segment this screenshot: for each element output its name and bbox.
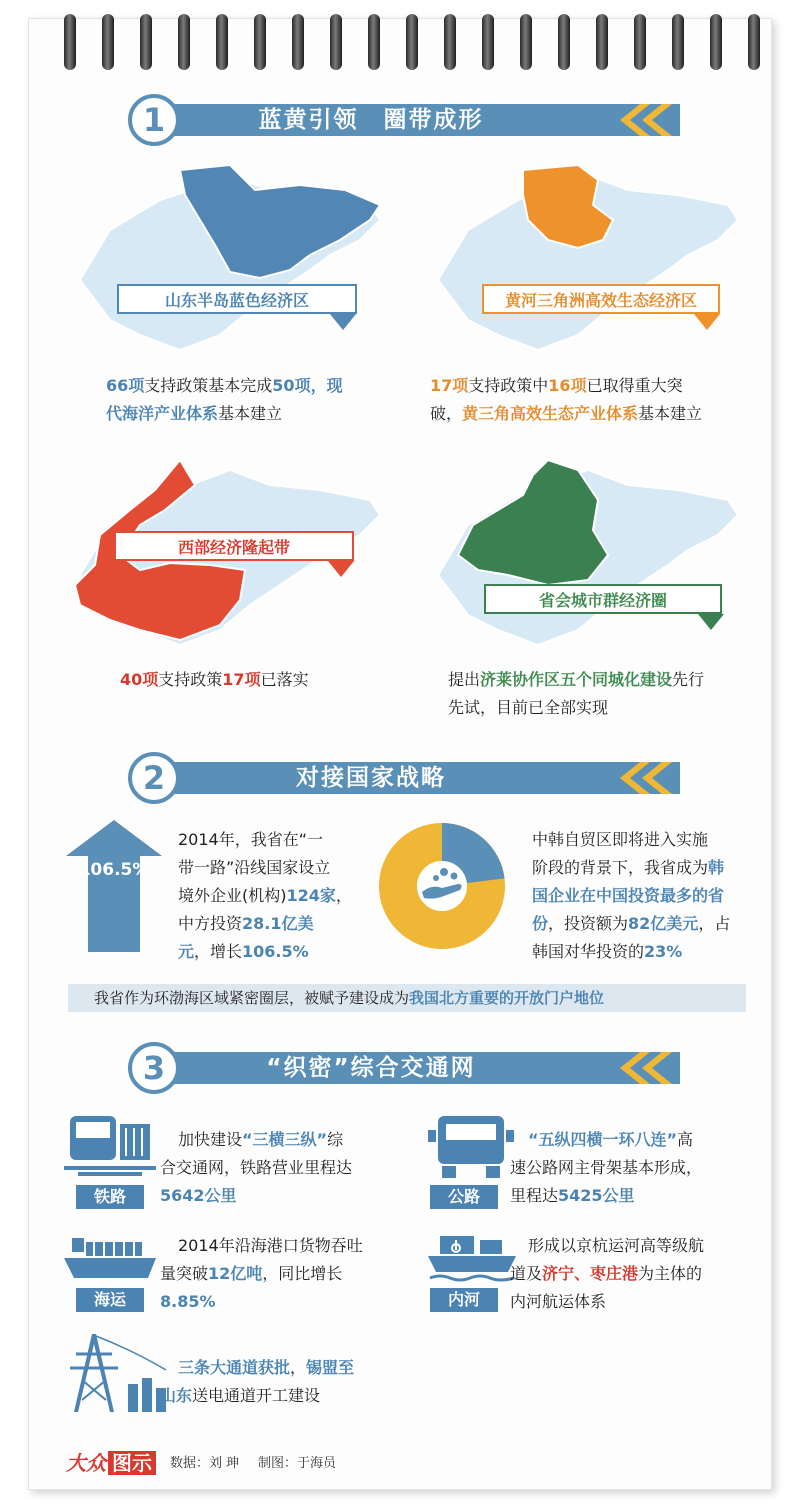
label-pointer: [330, 314, 356, 330]
overseas-investment-text: 2014年，我省在“一 带一路”沿线国家设立 境外企业(机构)124家， 中方投资28.1亿美 元，增长106.5%: [178, 830, 352, 961]
growth-value: 106.5%: [78, 860, 150, 880]
power-channel-text: 三条大通道获批，锡盟至 山东送电通道开工建设: [160, 1358, 355, 1405]
truck-icon: [428, 1114, 514, 1180]
chevron-left-icon: [616, 1052, 676, 1084]
label-pointer: [694, 314, 720, 330]
design-credit: 制图：于海员: [258, 1456, 337, 1471]
section-number: 1: [128, 94, 180, 146]
map-label-orange: 黄河三角洲高效生态经济区: [482, 284, 720, 314]
section-2-header: [128, 758, 680, 798]
transport-label-shipping: 海运: [76, 1288, 144, 1312]
cargo-ship-icon: [64, 1232, 156, 1284]
map-desc-orange: 17项支持政策中16项已取得重大突 破，黄三角高效生态产业体系基本建立: [430, 376, 703, 423]
section-title: “织密”综合交通网: [266, 1055, 476, 1081]
road-text: “五纵四横一环八连”高 速公路网主骨架基本形成， 里程达5425公里: [510, 1130, 703, 1205]
section-3-header: [128, 1048, 680, 1088]
gateway-strip: 我省作为环渤海区域紧密圈层，被赋予建设成为我国北方重要的开放门户地位: [68, 984, 746, 1012]
map-label-blue: 山东半岛蓝色经济区: [117, 284, 357, 314]
river-boat-icon: [426, 1232, 518, 1286]
label-pointer: [698, 614, 724, 630]
dazhong-tushi-logo: 大众 图示: [66, 1450, 156, 1476]
map-desc-red: 40项支持政策17项已落实: [120, 670, 309, 689]
section-title: 蓝黄引领 圈带成形: [258, 107, 484, 133]
map-desc-green: 提出济莱协作区五个同城化建设先行 先试，目前已全部实现: [448, 670, 705, 717]
power-tower-icon: [62, 1330, 172, 1416]
data-credit: 数据：刘 珅: [170, 1456, 240, 1471]
shandong-map-blue-economic-zone: [70, 160, 390, 360]
train-icon: [64, 1112, 156, 1180]
korea-investment-text: 中韩自贸区即将进入实施 阶段的背景下，我省成为韩 国企业在中国投资最多的省 份，投资额为82亿美元，占 韩国对华投资的23%: [532, 830, 731, 961]
section-title: 对接国家战略: [296, 765, 446, 791]
railway-text: 加快建设“三横三纵”综 合交通网，铁路营业里程达 5642公里: [160, 1130, 353, 1205]
transport-label-railway: 铁路: [76, 1185, 144, 1209]
map-label-red: 西部经济隆起带: [114, 531, 354, 561]
transport-label-road: 公路: [430, 1185, 498, 1209]
inland-river-text: 形成以京杭运河高等级航 道及济宁、枣庄港为主体的 内河航运体系: [510, 1236, 705, 1311]
map-desc-blue: 66项支持政策基本完成50项，现 代海洋产业体系基本建立: [106, 376, 343, 423]
investment-share-donut: [378, 822, 506, 950]
map-label-green: 省会城市群经济圈: [484, 584, 722, 614]
shipping-text: 2014年沿海港口货物吞吐 量突破12亿吨，同比增长 8.85%: [160, 1236, 363, 1311]
transport-label-inland-river: 内河: [430, 1288, 498, 1312]
shandong-map-yellow-river-delta: [428, 160, 748, 360]
chevron-left-icon: [616, 762, 676, 794]
section-number: 2: [128, 752, 180, 804]
growth-arrow-icon: [62, 820, 166, 952]
section-number: 3: [128, 1042, 180, 1094]
label-pointer: [328, 561, 354, 577]
chevron-left-icon: [616, 104, 676, 136]
section-1-header: [128, 100, 680, 140]
